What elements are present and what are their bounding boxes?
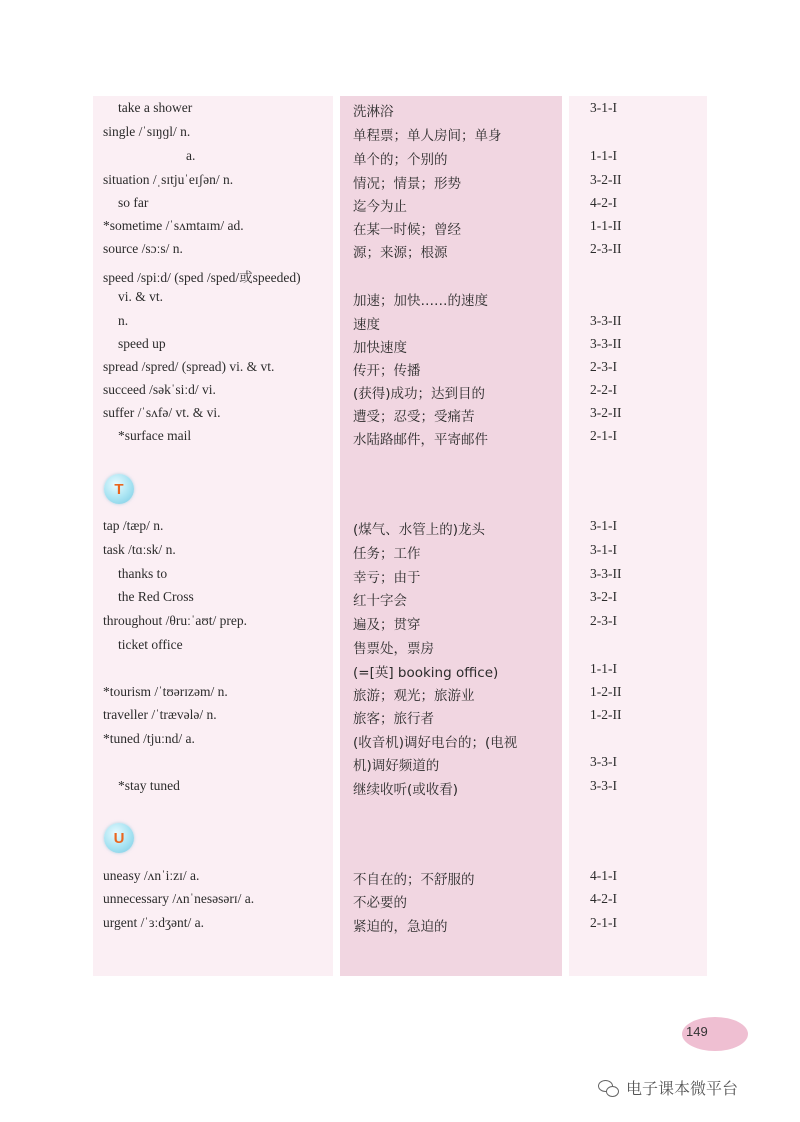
glossary-entry xyxy=(0,359,800,382)
entry-meaning: 紧迫的，急迫的 xyxy=(353,919,448,935)
watermark-text: 电子课本微平台 xyxy=(626,1079,739,1098)
glossary-entry xyxy=(0,637,800,660)
glossary-entry xyxy=(0,148,800,171)
entry-meaning: 迄今为止 xyxy=(353,199,407,215)
entry-unit: 3-3-II xyxy=(590,336,622,351)
entry-meaning: 源；来源；根源 xyxy=(353,245,448,261)
entry-meaning: 单程票；单人房间；单身 xyxy=(353,128,502,144)
entry-unit: 2-1-I xyxy=(590,915,617,930)
entry-unit: 3-1-I xyxy=(590,542,617,557)
entry-meaning: 情况；情景；形势 xyxy=(353,176,461,192)
entry-word: unnecessary /ʌnˈnesəsərɪ/ a. xyxy=(103,891,255,906)
entry-word: speed /spiːd/ (sped /sped/或speeded) xyxy=(103,270,301,285)
letter-t-badge xyxy=(104,474,134,504)
glossary-entry xyxy=(0,124,800,147)
entry-meaning: (煤气、水管上的)龙头 xyxy=(353,522,486,538)
letter-t-label: T xyxy=(114,480,124,498)
entry-word: tap /tæp/ n. xyxy=(103,518,164,533)
entry-unit: 4-2-I xyxy=(590,891,617,906)
glossary-entry xyxy=(0,100,800,123)
glossary-entry xyxy=(0,684,800,707)
entry-word: *sometime /ˈsʌmtaɪm/ ad. xyxy=(103,218,244,233)
entry-word: the Red Cross xyxy=(118,589,194,604)
entry-word: spread /spred/ (spread) vi. & vt. xyxy=(103,359,275,374)
wechat-icon xyxy=(598,1080,620,1096)
glossary-entry xyxy=(0,707,800,730)
glossary-entry xyxy=(0,313,800,336)
entry-word: suffer /ˈsʌfə/ vt. & vi. xyxy=(103,405,221,420)
entry-meaning: 传开；传播 xyxy=(353,363,421,379)
entry-word: uneasy /ʌnˈiːzɪ/ a. xyxy=(103,868,200,883)
entry-word: throughout /θruːˈaʊt/ prep. xyxy=(103,613,247,628)
page-number: 149 xyxy=(686,1024,708,1039)
entry-meaning: 遍及；贯穿 xyxy=(353,617,421,633)
entry-word: task /tɑːsk/ n. xyxy=(103,542,176,557)
entry-word: *stay tuned xyxy=(118,778,180,793)
entry-meaning: (=[英] booking office) xyxy=(353,665,499,681)
entry-word: speed up xyxy=(118,336,166,351)
entry-meaning: 旅游；观光；旅游业 xyxy=(353,688,475,704)
glossary-entry xyxy=(0,661,800,684)
entry-unit: 3-3-II xyxy=(590,566,622,581)
entry-unit: 2-2-I xyxy=(590,382,617,397)
entry-meaning: (获得)成功；达到目的 xyxy=(353,386,486,402)
entry-word: thanks to xyxy=(118,566,168,581)
entry-word: so far xyxy=(118,195,149,210)
entry-meaning: 旅客；旅行者 xyxy=(353,711,434,727)
glossary-entry xyxy=(0,754,800,777)
entry-meaning: 洗淋浴 xyxy=(353,104,394,120)
glossary-entry xyxy=(0,172,800,195)
entry-unit: 3-3-II xyxy=(590,313,622,328)
entry-word: *tuned /tjuːnd/ a. xyxy=(103,731,195,746)
entry-meaning: 任务；工作 xyxy=(353,546,421,562)
entry-unit: 3-3-I xyxy=(590,778,617,793)
entry-unit: 2-1-I xyxy=(590,428,617,443)
entry-meaning: 不必要的 xyxy=(353,895,407,911)
glossary-entry xyxy=(0,241,800,264)
glossary-entry xyxy=(0,266,800,289)
entry-meaning: 幸亏；由于 xyxy=(353,570,421,586)
entry-meaning: (收音机)调好电台的；(电视 xyxy=(353,735,518,751)
entry-word: succeed /səkˈsiːd/ vi. xyxy=(103,382,216,397)
entry-unit: 3-1-I xyxy=(590,100,617,115)
entry-unit: 1-1-I xyxy=(590,661,617,676)
entry-unit: 3-2-II xyxy=(590,172,622,187)
letter-u-badge xyxy=(104,823,134,853)
entry-unit: 1-1-I xyxy=(590,148,617,163)
entry-meaning: 机)调好频道的 xyxy=(353,758,440,774)
entry-word: take a shower xyxy=(118,100,193,115)
entry-meaning: 继续收听(或收看) xyxy=(353,782,459,798)
glossary-entry xyxy=(0,405,800,428)
entry-word: source /sɔːs/ n. xyxy=(103,241,183,256)
entry-unit: 2-3-II xyxy=(590,241,622,256)
glossary-entry xyxy=(0,731,800,754)
entry-meaning: 售票处，票房 xyxy=(353,641,434,657)
glossary-entry xyxy=(0,518,800,541)
glossary-entry xyxy=(0,613,800,636)
entry-unit: 3-1-I xyxy=(590,518,617,533)
entry-meaning: 在某一时候；曾经 xyxy=(353,222,461,238)
entry-word: *surface mail xyxy=(118,428,192,443)
entry-unit: 4-1-I xyxy=(590,868,617,883)
glossary-entry xyxy=(0,195,800,218)
entry-unit: 2-3-I xyxy=(590,613,617,628)
glossary-entry xyxy=(0,218,800,241)
glossary-entry xyxy=(0,566,800,589)
entry-meaning: 加快速度 xyxy=(353,340,407,356)
entry-word: *tourism /ˈtʊərɪzəm/ n. xyxy=(103,684,228,699)
glossary-entry xyxy=(0,428,800,451)
glossary-entry xyxy=(0,336,800,359)
entry-unit: 1-2-II xyxy=(590,707,622,722)
entry-meaning: 红十字会 xyxy=(353,593,407,609)
entry-meaning: 加速；加快……的速度 xyxy=(353,293,488,309)
entry-word: situation /ˌsɪtjuˈeɪʃən/ n. xyxy=(103,172,234,187)
watermark xyxy=(598,1076,738,1099)
entry-word: traveller /ˈtrævələ/ n. xyxy=(103,707,217,722)
entry-unit: 1-2-II xyxy=(590,684,622,699)
entry-word: single /ˈsɪŋɡl/ n. xyxy=(103,124,191,139)
entry-unit: 1-1-II xyxy=(590,218,622,233)
entry-meaning: 不自在的；不舒服的 xyxy=(353,872,475,888)
glossary-entry xyxy=(0,891,800,914)
glossary-entry xyxy=(0,382,800,405)
entry-unit: 3-2-I xyxy=(590,589,617,604)
entry-unit: 3-3-I xyxy=(590,754,617,769)
glossary-entry xyxy=(0,542,800,565)
entry-unit: 4-2-I xyxy=(590,195,617,210)
entry-meaning: 水陆路邮件，平寄邮件 xyxy=(353,432,488,448)
entry-meaning: 单个的；个别的 xyxy=(353,152,448,168)
entry-word: urgent /ˈɜːdʒənt/ a. xyxy=(103,915,205,930)
entry-word: n. xyxy=(118,313,129,328)
glossary-entry xyxy=(0,289,800,312)
entry-unit: 2-3-I xyxy=(590,359,617,374)
glossary-entry xyxy=(0,868,800,891)
entry-word: a. xyxy=(186,148,196,163)
glossary-entry xyxy=(0,589,800,612)
entry-meaning: 遭受；忍受；受痛苦 xyxy=(353,409,475,425)
entry-word: vi. & vt. xyxy=(118,289,164,304)
glossary-entry xyxy=(0,915,800,938)
entry-meaning: 速度 xyxy=(353,317,380,333)
glossary-entry xyxy=(0,778,800,801)
letter-u-label: U xyxy=(113,829,125,847)
entry-unit: 3-2-II xyxy=(590,405,622,420)
entry-word: ticket office xyxy=(118,637,183,652)
